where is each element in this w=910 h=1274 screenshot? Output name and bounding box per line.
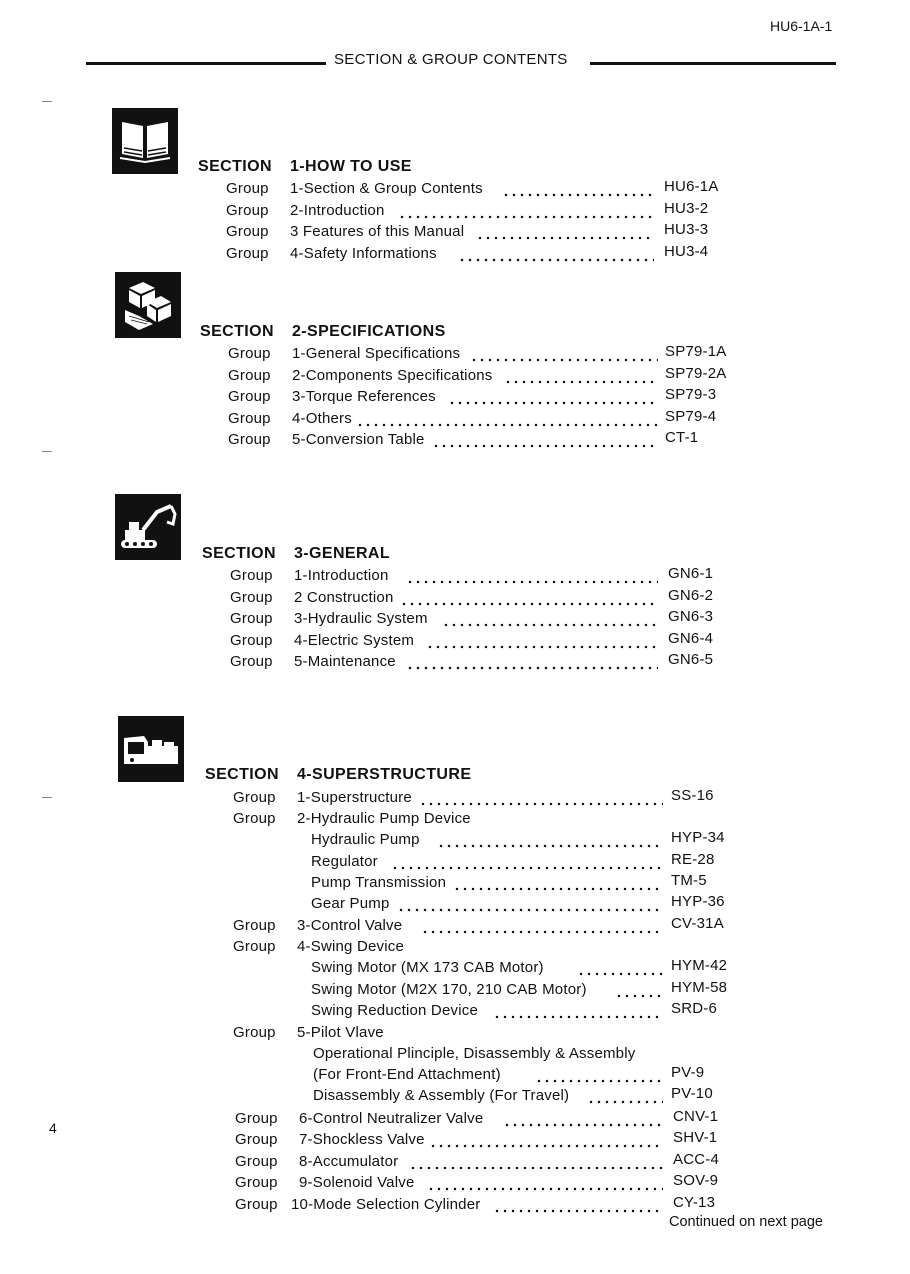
group-label: Group xyxy=(233,938,276,955)
group-label: Group xyxy=(230,589,273,606)
toc-entry-title: 3-Hydraulic System xyxy=(294,610,428,627)
toc-entry-title: Swing Reduction Device xyxy=(311,1002,478,1019)
margin-mark xyxy=(42,451,52,452)
toc-row xyxy=(228,388,728,408)
dot-leader xyxy=(537,1071,663,1083)
header xyxy=(86,50,836,72)
toc-entry-code: PV-9 xyxy=(671,1064,705,1081)
toc-row xyxy=(230,632,730,652)
group-label: Group xyxy=(226,245,269,262)
section-label: SECTION xyxy=(202,545,276,562)
dot-leader xyxy=(495,1007,663,1019)
dot-leader xyxy=(431,1136,663,1148)
toc-row xyxy=(235,1174,735,1194)
group-label: Group xyxy=(233,789,276,806)
toc-entry-code: PV-10 xyxy=(671,1085,713,1102)
toc-subrow xyxy=(233,1087,733,1107)
toc-row xyxy=(230,610,730,630)
group-label: Group xyxy=(233,1024,276,1041)
toc-row xyxy=(233,1024,733,1044)
toc-subrow xyxy=(233,959,733,979)
toc-entry-code: HU6-1A xyxy=(664,178,719,195)
group-label: Group xyxy=(228,345,271,362)
section-heading xyxy=(198,158,412,176)
margin-mark xyxy=(42,797,52,798)
toc-entry-code: GN6-1 xyxy=(668,565,714,582)
header-rule-right xyxy=(590,62,836,65)
toc-row xyxy=(233,917,733,937)
toc-entry-code: HU3-3 xyxy=(664,221,709,238)
toc-entry-title: 4-Others xyxy=(292,410,352,427)
toc-row xyxy=(233,810,733,830)
section-label: SECTION xyxy=(205,766,279,783)
toc-entry-code: GN6-4 xyxy=(668,630,714,647)
toc-entry-title: 3-Torque References xyxy=(292,388,436,405)
toc-row xyxy=(235,1196,735,1216)
group-label: Group xyxy=(226,223,269,240)
toc-entry-title: Regulator xyxy=(311,853,378,870)
dot-leader xyxy=(455,879,663,891)
toc-entry-title: 10-Mode Selection Cylinder xyxy=(291,1196,481,1213)
dot-leader xyxy=(429,1179,663,1191)
toc-entry-code: SHV-1 xyxy=(673,1129,718,1146)
toc-entry-title: 5-Conversion Table xyxy=(292,431,425,448)
section-label: SECTION xyxy=(200,323,274,340)
toc-entry-code: GN6-2 xyxy=(668,587,714,604)
section-title: 1-HOW TO USE xyxy=(290,158,412,175)
toc-entry-title: 1-Superstructure xyxy=(297,789,412,806)
dot-leader xyxy=(434,436,658,448)
toc-entry-title: 2 Construction xyxy=(294,589,394,606)
toc-entry-code: HYP-34 xyxy=(671,829,725,846)
dot-leader xyxy=(402,594,658,606)
toc-entry-code: SS-16 xyxy=(671,787,714,804)
toc-entry-title: Swing Motor (M2X 170, 210 CAB Motor) xyxy=(311,981,587,998)
toc-entry-title: Hydraulic Pump xyxy=(311,831,420,848)
toc-entry-title: 2-Components Specifications xyxy=(292,367,493,384)
toc-entry-code: GN6-3 xyxy=(668,608,714,625)
section-title: 4-SUPERSTRUCTURE xyxy=(297,766,472,783)
toc-entry-code: HU3-2 xyxy=(664,200,709,217)
toc-row xyxy=(228,431,728,451)
dot-leader xyxy=(478,228,654,240)
toc-row xyxy=(233,789,733,809)
toc-entry-title: 3-Control Valve xyxy=(297,917,403,934)
toc-row xyxy=(226,223,726,243)
toc-entry-title: 1-General Specifications xyxy=(292,345,461,362)
dot-leader xyxy=(428,637,658,649)
toc-entry-code: RE-28 xyxy=(671,851,715,868)
group-label: Group xyxy=(230,567,273,584)
toc-entry-code: SP79-1A xyxy=(665,343,727,360)
dot-leader xyxy=(444,615,658,627)
page-title: SECTION & GROUP CONTENTS xyxy=(334,51,568,68)
toc-subrow xyxy=(233,981,733,1001)
toc-entry-title: 5-Maintenance xyxy=(294,653,396,670)
toc-entry-code: SP79-2A xyxy=(665,365,727,382)
toc-entry-code: CNV-1 xyxy=(673,1108,719,1125)
page-code: HU6-1A-1 xyxy=(770,18,833,34)
toc-subrow xyxy=(233,853,733,873)
dot-leader xyxy=(589,1092,663,1104)
toc-entry-code: SOV-9 xyxy=(673,1172,719,1189)
toc-entry-title: 3 Features of this Manual xyxy=(290,223,465,240)
toc-row xyxy=(230,567,730,587)
dot-leader xyxy=(400,207,654,219)
toc-entry-code: HYM-58 xyxy=(671,979,728,996)
toc-entry-title: (For Front-End Attachment) xyxy=(313,1066,501,1083)
toc-row xyxy=(226,202,726,222)
dot-leader xyxy=(505,1115,663,1127)
toc-subrow xyxy=(233,895,733,915)
dot-leader xyxy=(393,858,663,870)
page-number: 4 xyxy=(49,1120,57,1136)
toc-row xyxy=(233,938,733,958)
toc-entry-code: CY-13 xyxy=(673,1194,716,1211)
superstructure-icon xyxy=(118,716,184,782)
dot-leader xyxy=(421,794,663,806)
toc-entry-title: Disassembly & Assembly (For Travel) xyxy=(313,1087,570,1104)
dot-leader xyxy=(399,900,663,912)
toc-row xyxy=(235,1153,735,1173)
toc-entry-code: SP79-4 xyxy=(665,408,717,425)
section-label: SECTION xyxy=(198,158,272,175)
group-label: Group xyxy=(228,431,271,448)
toc-entry-code: CT-1 xyxy=(665,429,699,446)
toc-entry-code: HYP-36 xyxy=(671,893,725,910)
toc-entry-title: 2-Hydraulic Pump Device xyxy=(297,810,471,827)
toc-entry-title: 1-Section & Group Contents xyxy=(290,180,483,197)
dot-leader xyxy=(617,986,663,998)
toc-row xyxy=(228,410,728,430)
dot-leader xyxy=(439,836,663,848)
toc-row xyxy=(235,1131,735,1151)
toc-entry-code: CV-31A xyxy=(671,915,724,932)
toc-subrow xyxy=(233,1002,733,1022)
toc-entry-title: Operational Plinciple, Disassembly & Assembly xyxy=(313,1045,636,1062)
toc-entry-title: 4-Safety Informations xyxy=(290,245,437,262)
toc-entry-title: 7-Shockless Valve xyxy=(299,1131,425,1148)
section-title: 3-GENERAL xyxy=(294,545,391,562)
dot-leader xyxy=(495,1201,663,1213)
toc-entry-code: HU3-4 xyxy=(664,243,709,260)
toc-row xyxy=(235,1110,735,1130)
group-label: Group xyxy=(226,180,269,197)
toc-row xyxy=(230,653,730,673)
toc-entry-code: SP79-3 xyxy=(665,386,717,403)
toc-subrow xyxy=(233,1066,733,1086)
toc-entry-code: HYM-42 xyxy=(671,957,728,974)
section-heading xyxy=(205,766,471,784)
stacked-cubes-icon xyxy=(115,272,181,338)
group-label: Group xyxy=(228,388,271,405)
toc-subrow xyxy=(233,1045,733,1065)
group-label: Group xyxy=(235,1110,278,1127)
group-label: Group xyxy=(233,917,276,934)
group-label: Group xyxy=(230,632,273,649)
toc-row xyxy=(230,589,730,609)
toc-entry-title: 9-Solenoid Valve xyxy=(299,1174,415,1191)
dot-leader xyxy=(358,415,658,427)
group-label: Group xyxy=(226,202,269,219)
toc-entry-title: 4-Electric System xyxy=(294,632,415,649)
toc-entry-title: Pump Transmission xyxy=(311,874,447,891)
dot-leader xyxy=(408,658,658,670)
group-label: Group xyxy=(228,367,271,384)
section-heading xyxy=(200,323,446,341)
toc-row xyxy=(228,367,728,387)
toc-entry-code: GN6-5 xyxy=(668,651,714,668)
group-label: Group xyxy=(233,810,276,827)
group-label: Group xyxy=(235,1196,278,1213)
toc-entry-code: ACC-4 xyxy=(673,1151,720,1168)
continued-note: Continued on next page xyxy=(669,1214,823,1230)
margin-mark xyxy=(42,101,52,102)
dot-leader xyxy=(504,185,654,197)
toc-entry-title: 8-Accumulator xyxy=(299,1153,399,1170)
book-icon xyxy=(112,108,178,174)
toc-entry-title: 1-Introduction xyxy=(294,567,389,584)
toc-entry-title: Gear Pump xyxy=(311,895,390,912)
group-label: Group xyxy=(235,1153,278,1170)
toc-row xyxy=(226,245,726,265)
toc-entry-code: TM-5 xyxy=(671,872,707,889)
dot-leader xyxy=(411,1158,663,1170)
toc-subrow xyxy=(233,874,733,894)
section-title: 2-SPECIFICATIONS xyxy=(292,323,446,340)
dot-leader xyxy=(472,350,658,362)
dot-leader xyxy=(408,572,658,584)
toc-entry-title: 4-Swing Device xyxy=(297,938,405,955)
group-label: Group xyxy=(235,1174,278,1191)
dot-leader xyxy=(460,250,654,262)
group-label: Group xyxy=(228,410,271,427)
toc-entry-title: Swing Motor (MX 173 CAB Motor) xyxy=(311,959,544,976)
dot-leader xyxy=(506,372,658,384)
toc-entry-title: 5-Pilot Vlave xyxy=(297,1024,384,1041)
group-label: Group xyxy=(230,653,273,670)
toc-row xyxy=(228,345,728,365)
toc-entry-title: 6-Control Neutralizer Valve xyxy=(299,1110,484,1127)
dot-leader xyxy=(579,964,663,976)
group-label: Group xyxy=(230,610,273,627)
group-label: Group xyxy=(235,1131,278,1148)
excavator-icon xyxy=(115,494,181,560)
toc-entry-title: 2-Introduction xyxy=(290,202,385,219)
toc-subrow xyxy=(233,831,733,851)
toc-row xyxy=(226,180,726,200)
header-rule-left xyxy=(86,62,326,65)
dot-leader xyxy=(423,922,663,934)
toc-entry-code: SRD-6 xyxy=(671,1000,718,1017)
section-heading xyxy=(202,545,390,563)
dot-leader xyxy=(450,393,658,405)
